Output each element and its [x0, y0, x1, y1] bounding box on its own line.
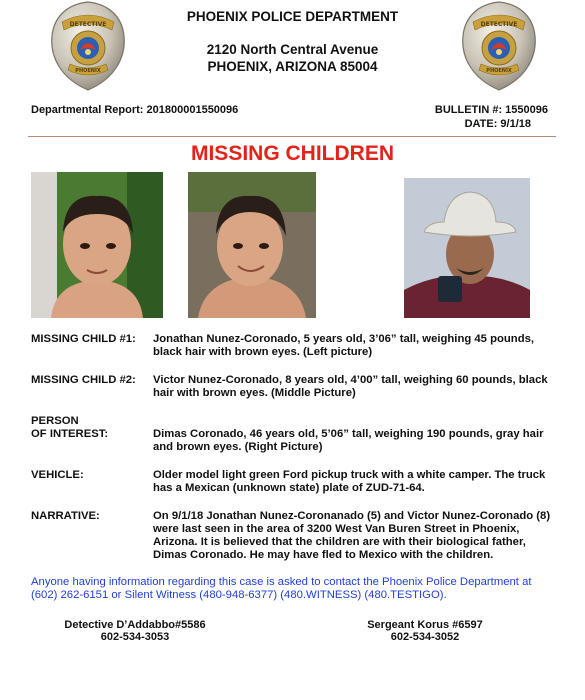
badge-top-text: DETECTIVE — [69, 21, 107, 28]
contact-information: Anyone having information regarding this case is asked to contact the Phoenix Police Department at (602) 262-6151 or Silent Witness (480-948-6377) (480.WITNESS) (480.TESTIGO). — [31, 576, 532, 601]
address-line-2: PHOENIX, ARIZONA 85004 — [207, 59, 378, 74]
signature-detective-name: Detective D’Addabbo#5586 — [64, 619, 206, 631]
header-divider — [28, 136, 556, 137]
badge-top-text: DETECTIVE — [480, 21, 518, 28]
photo-missing-child-2 — [188, 172, 316, 318]
description-vehicle: Older model light green Ford pickup truck with a white camper. The truck has a Mexican (unknown state) plate of ZUD-71-64. — [153, 469, 546, 494]
label-narrative: NARRATIVE: — [31, 510, 100, 522]
label-vehicle: VEHICLE: — [31, 469, 84, 481]
signature-sergeant — [330, 619, 520, 643]
address-line-1: 2120 North Central Avenue — [206, 42, 379, 57]
badge-bottom-text: PHOENIX — [486, 68, 512, 74]
description-person-of-interest: Dimas Coronado, 46 years old, 5’06” tall, weighing 190 pounds, gray hair and brown eyes. (Right Picture) — [153, 428, 544, 453]
label-person-of-interest-line-1: PERSON — [31, 415, 79, 427]
label-missing-child-1: MISSING CHILD #1: — [31, 333, 136, 345]
description-missing-child-2: Victor Nunez-Coronado, 8 years old, 4’00” tall, weighing 60 pounds, black hair with brown eyes. (Middle Picture) — [153, 374, 548, 399]
label-missing-child-2: MISSING CHILD #2: — [31, 374, 136, 386]
department-name: PHOENIX POLICE DEPARTMENT — [186, 9, 399, 24]
departmental-report: Departmental Report: 201800001550096 — [31, 104, 239, 116]
photo-missing-child-1 — [31, 172, 163, 318]
bulletin-title: MISSING CHILDREN — [190, 142, 394, 165]
signature-detective-phone: 602-534-3053 — [100, 631, 170, 643]
signature-sergeant-name: Sergeant Korus #6597 — [367, 619, 483, 631]
police-badge-right — [461, 0, 537, 92]
label-person-of-interest-line-2: OF INTEREST: — [31, 428, 109, 440]
bulletin-date: DATE: 9/1/18 — [464, 118, 531, 130]
description-missing-child-1: Jonathan Nunez-Coronado, 5 years old, 3’06” tall, weighing 45 pounds, black hair with brown eyes. (Left picture) — [153, 333, 535, 358]
signature-detective — [40, 619, 230, 643]
description-narrative: On 9/1/18 Jonathan Nunez-Coronanado (5) and Victor Nunez-Coronado (8) were last seen in the area of 3200 West Van Buren Street in Phoenix, Arizona. It is believed that the children are with their biological father, Dimas Coronado. He may have fled to Mexico with the children. — [153, 510, 551, 561]
photo-person-of-interest — [404, 178, 530, 318]
police-badge-left — [50, 0, 126, 92]
bulletin-number: BULLETIN #: 1550096 — [434, 104, 548, 116]
badge-bottom-text: PHOENIX — [75, 68, 101, 74]
signature-sergeant-phone: 602-534-3052 — [390, 631, 460, 643]
